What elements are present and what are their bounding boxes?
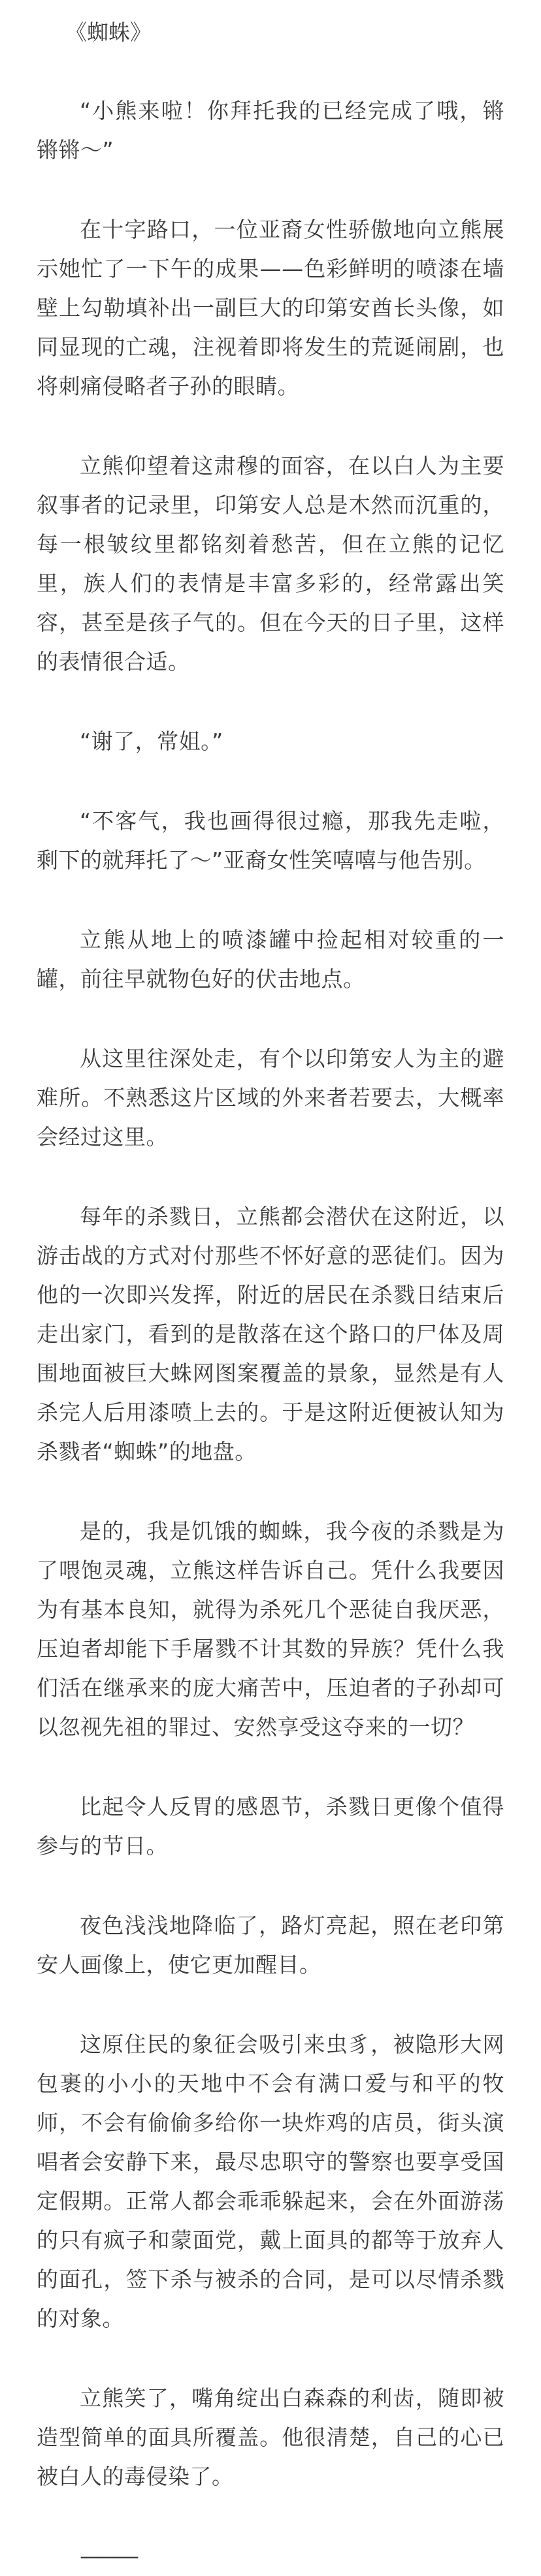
end-mark: ———	[80, 2543, 137, 2569]
paragraph: 从这里往深处走，有个以印第安人为主的避难所。不熟悉这片区域的外来者若要去，大概率会经过这里。	[37, 1046, 504, 1150]
paragraph: 立熊仰望着这肃穆的面容，在以白人为主要叙事者的记录里，印第安人总是木然而沉重的，每一根皱纹里都铭刻着愁苦，但在立熊的记忆里，族人们的表情是丰富多彩的，经常露出笑容，甚至是孩子气的。但在今天的日子里，这样的表情很合适。	[37, 453, 504, 674]
story-title: 《蜘蛛》	[65, 20, 152, 45]
paragraph: 在十字路口，一位亚裔女性骄傲地向立熊展示她忙了一下午的成果——色彩鲜明的喷漆在墙壁上勾勒填补出一副巨大的印第安酋长头像，如同显现的亡魂，注视着即将发生的荒诞闹剧，也将刺痛侵略者子孙的眼睛。	[37, 217, 504, 399]
paragraph: 夜色浅浅地降临了，路灯亮起，照在老印第安人画像上，使它更加醒目。	[37, 1913, 504, 1977]
paragraph: 每年的杀戮日，立熊都会潜伏在这附近，以游击战的方式对付那些不怀好意的恶徒们。因为他的一次即兴发挥，附近的居民在杀戮日结束后走出家门，看到的是散落在这个路口的尸体及周围地面被巨大蛛网图案覆盖的景象，显然是有人杀完人后用漆喷上去的。于是这附近便被认知为杀戮者“蜘蛛”的地盘。	[37, 1204, 504, 1464]
paragraph: 立熊从地上的喷漆罐中捡起相对较重的一罐，前往早就物色好的伏击地点。	[37, 927, 504, 992]
title-spacer	[37, 52, 504, 91]
paragraph: “不客气，我也画得很过瘾，那我先走啦，剩下的就拜托了～”亚裔女性笑嘻嘻与他告别。	[37, 808, 504, 873]
paragraph: 是的，我是饥饿的蜘蛛，我今夜的杀戮是为了喂饱灵魂，立熊这样告诉自己。凭什么我要因为有基本良知，就得为杀死几个恶徒自我厌恶，压迫者却能下手屠戮不计其数的异族？凭什么我们活在继承来的庞大痛苦中，压迫者的子孙却可以忽视先祖的罪过、安然享受这夺来的一切？	[37, 1518, 504, 1740]
paragraph: 立熊笑了，嘴角绽出白森森的利齿，随即被造型简单的面具所覆盖。他很清楚，自己的心已被白人的毒侵染了。	[37, 2385, 504, 2489]
paragraph: “谢了，常姐。”	[80, 729, 223, 754]
paragraph: 比起令人反胃的感恩节，杀戮日更像个值得参与的节日。	[37, 1794, 504, 1859]
paragraph: 这原住民的象征会吸引来虫豸，被隐形大网包裹的小小的天地中不会有满口爱与和平的牧师，不会有偷偷多给你一块炸鸡的店员，街头演唱者会安静下来，最尽忠职守的警察也要享受国定假期。正常人都会乖乖躲起来，会在外面游荡的只有疯子和蒙面党，戴上面具的都等于放弃人的面孔，签下杀与被杀的合同，是可以尽情杀戮的对象。	[37, 2032, 504, 2331]
paragraph: “小熊来啦！你拜托我的已经完成了哦，锵锵锵～”	[37, 98, 504, 163]
